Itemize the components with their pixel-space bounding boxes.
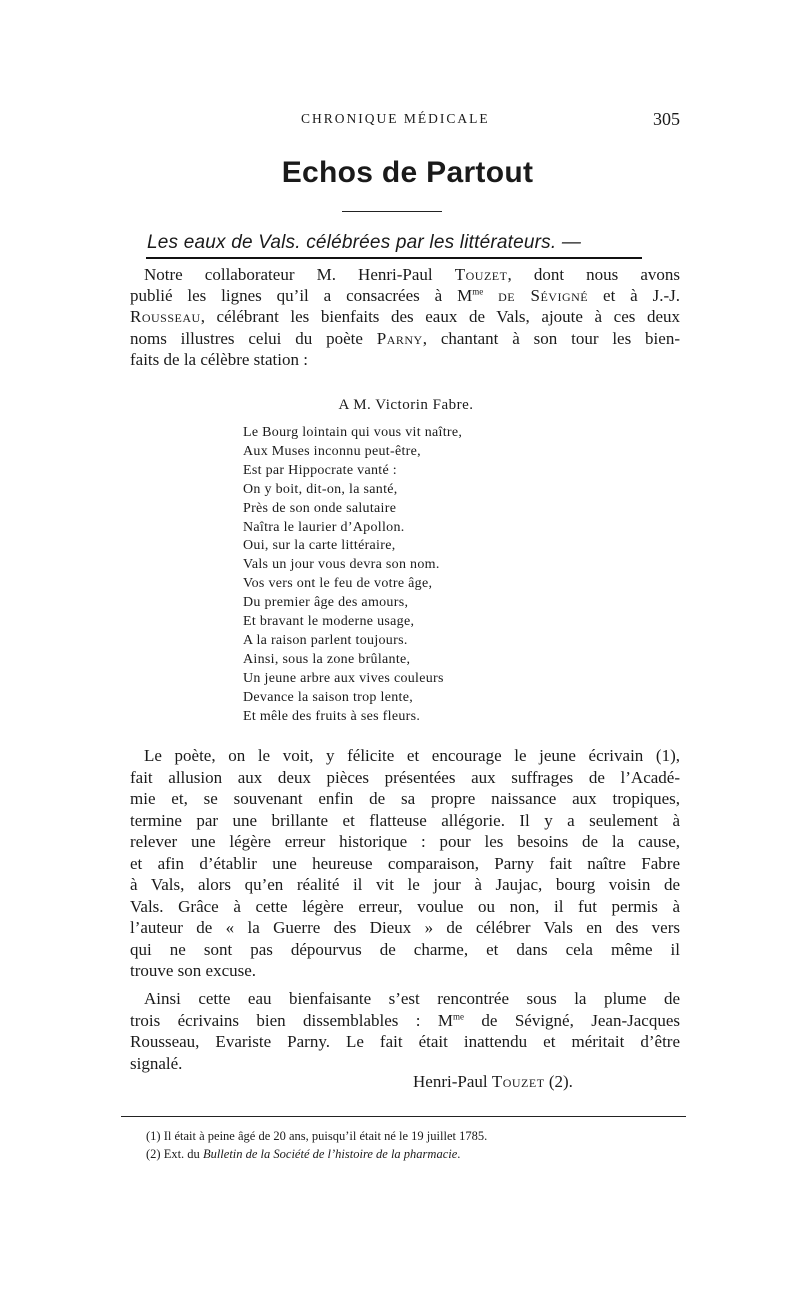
signature-surname: Touzet [491, 1072, 545, 1091]
poem-line: Un jeune arbre aux vives couleurs [243, 670, 444, 686]
text-span: , célébrant les bienfaits des eaux de Vals, ajoute à ces deux [200, 307, 680, 327]
text-line: faits de la célèbre station : [130, 349, 308, 369]
superscript: me [453, 1010, 465, 1021]
publication-title: Bulletin de la Société de l’histoire de la pharmacie [202, 1147, 458, 1161]
text-line [130, 264, 680, 285]
poem-line: Naîtra le laurier d’Apollon. [243, 519, 405, 535]
text-span: trois écrivains bien dissemblables : M [130, 1010, 454, 1030]
text-line: et afin d’établir une heureuse comparaison, Parny fait naître Fabre [130, 853, 680, 873]
text-line: Vals. Grâce à cette légère erreur, voulue ou non, il fut permis à [130, 896, 680, 916]
text-line: l’auteur de « la Guerre des Dieux » de célébrer Vals en des vers [130, 918, 680, 937]
running-head [133, 111, 680, 133]
text-span: , chantant à son tour les bien- [422, 328, 680, 348]
closing-paragraph [130, 988, 680, 1074]
footnote-2 [146, 1145, 487, 1163]
poem-line: Vos vers ont le feu de votre âge, [243, 576, 433, 592]
poem-line: Devance la saison trop lente, [243, 689, 414, 705]
text-line [130, 328, 680, 349]
text-span: , dont nous avons [507, 265, 681, 284]
text-span: de Sévigné, Jean-Jacques [464, 1010, 680, 1030]
text-line: trouve son excuse. [130, 961, 257, 980]
section-heading: Echos de Partout [281, 156, 534, 189]
text-line: Rousseau, Evariste Parny. Le fait était inattendu et méritait d’être [130, 1032, 680, 1051]
poem-line: Près de son onde salutaire [243, 500, 397, 516]
text-line: à Vals, alors qu’en réalité il vit le jour à Jaujac, bourg voisin de [130, 875, 680, 894]
page-number: 305 [653, 109, 680, 129]
text-line: qui ne sont pas dépourvus de charme, et dans cela même il [130, 939, 680, 959]
text-line: signalé. [130, 1053, 183, 1073]
article-subhead: Les eaux de Vals. célébrées par les littérateurs. — [147, 232, 582, 253]
text-line: Ainsi cette eau bienfaisante s’est rencontrée sous la plume de [144, 989, 680, 1008]
person-name: Rousseau [130, 307, 201, 327]
poem-line: Le Bourg lointain qui vous vit naître, [243, 425, 463, 440]
author-name: Touzet [454, 265, 508, 284]
poem-line: Et bravant le moderne usage, [243, 614, 415, 630]
text-line: relever une légère erreur historique : pour les besoins de la cause, [130, 832, 680, 851]
text-line [130, 1010, 680, 1032]
poem-line: Est par Hippocrate vanté : [243, 462, 397, 478]
text-line: mie et, se souvenant enfin de sa propre naissance aux tropiques, [130, 789, 680, 808]
text-line [130, 285, 680, 306]
poem-dedication: A M. Victorin Fabre. [338, 397, 474, 413]
signature-name: Henri-Paul [413, 1072, 488, 1091]
text-span: publié les lignes qu’il a consacrées à M [130, 286, 473, 306]
footnotes [146, 1127, 487, 1163]
footnote-rule [121, 1116, 686, 1117]
poem-line: Et mêle des fruits à ses fleurs. [243, 708, 421, 724]
text-line [130, 306, 680, 327]
text-span: (2) Ext. du [146, 1147, 203, 1161]
text-span: noms illustres celui du poète [130, 328, 377, 348]
body-paragraph [130, 745, 680, 982]
text-line: fait allusion aux deux pièces présentées aux suffrages de l’Acadé- [130, 767, 680, 787]
poem-line: Du premier âge des amours, [243, 595, 409, 611]
footnote-ref: (2). [544, 1072, 573, 1091]
person-name: Parny [376, 328, 423, 348]
text-span: . [457, 1147, 461, 1161]
text-span: et à J.-J. [588, 286, 681, 306]
footnote-1: (1) Il était à peine âgé de 20 ans, puisqu’il était né le 19 juillet 1785. [146, 1129, 488, 1143]
text-span: Notre collaborateur M. Henri-Paul [144, 265, 433, 284]
text-line: termine par une brillante et flatteuse allégorie. Il y a seulement à [130, 810, 680, 830]
poem-line: Aux Muses inconnu peut-être, [243, 443, 421, 459]
superscript: me [472, 286, 484, 297]
poem [243, 424, 462, 727]
subhead-underline [146, 257, 642, 259]
person-name: de Sévigné [498, 286, 589, 306]
intro-paragraph [130, 264, 680, 370]
poem-line: On y boit, dit-on, la santé, [243, 481, 398, 497]
poem-line: A la raison parlent toujours. [243, 632, 408, 648]
text-line: Le poète, on le voit, y félicite et encourage le jeune écrivain (1), [144, 746, 680, 765]
poem-line: Oui, sur la carte littéraire, [243, 538, 396, 554]
poem-line: Ainsi, sous la zone brûlante, [243, 651, 411, 667]
poem-line: Vals un jour vous devra son nom. [243, 557, 440, 573]
running-title: CHRONIQUE MÉDICALE [301, 111, 490, 126]
heading-rule [342, 211, 442, 212]
signature [413, 1072, 573, 1092]
